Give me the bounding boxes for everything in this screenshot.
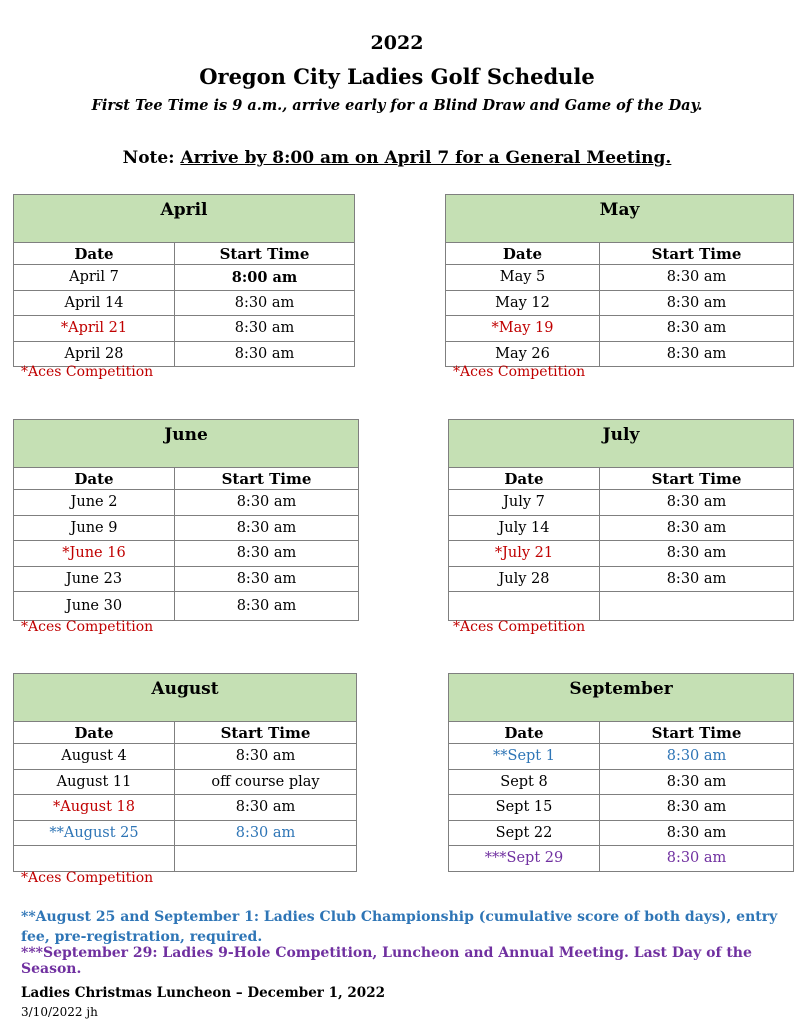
start-time-column-header: Start Time bbox=[600, 722, 794, 744]
date-column-header: Date bbox=[14, 468, 175, 490]
april-table bbox=[13, 194, 355, 367]
month-header-april: April bbox=[14, 195, 355, 243]
date-cell: June 2 bbox=[14, 490, 175, 516]
revision-stamp: 3/10/2022 jh bbox=[21, 1005, 98, 1019]
table-row bbox=[449, 566, 794, 592]
time-cell: off course play bbox=[175, 769, 357, 795]
time-cell: 8:30 am bbox=[175, 490, 359, 516]
date-cell: Sept 8 bbox=[449, 769, 600, 795]
time-cell: 8:30 am bbox=[175, 341, 355, 367]
date-cell: *August 18 bbox=[14, 795, 175, 821]
time-cell: 8:30 am bbox=[600, 541, 794, 567]
aces-note-june: *Aces Competition bbox=[21, 619, 154, 635]
date-column-header: Date bbox=[14, 722, 175, 744]
start-time-column-header: Start Time bbox=[600, 468, 794, 490]
table-row bbox=[14, 265, 355, 291]
note-text: Arrive by 8:00 am on April 7 for a General Meeting. bbox=[180, 148, 672, 168]
table-row bbox=[446, 341, 794, 367]
time-cell: 8:30 am bbox=[175, 795, 357, 821]
date-cell bbox=[14, 846, 175, 872]
time-cell: 8:30 am bbox=[175, 316, 355, 342]
date-column-header: Date bbox=[449, 468, 600, 490]
table-row bbox=[449, 592, 794, 621]
date-cell: May 5 bbox=[446, 265, 600, 291]
time-cell bbox=[600, 592, 794, 621]
start-time-column-header: Start Time bbox=[175, 722, 357, 744]
date-cell: *May 19 bbox=[446, 316, 600, 342]
month-header-july: July bbox=[449, 420, 794, 468]
aces-note-april: *Aces Competition bbox=[21, 364, 154, 380]
date-column-header: Date bbox=[449, 722, 600, 744]
aces-note-july: *Aces Competition bbox=[453, 619, 586, 635]
date-cell: April 28 bbox=[14, 341, 175, 367]
table-row bbox=[14, 744, 357, 770]
table-row bbox=[449, 541, 794, 567]
championship-footnote: **August 25 and September 1: Ladies Club Championship (cumulative score of both days), entry fee, pre-registration, required. bbox=[21, 909, 778, 945]
date-cell: July 7 bbox=[449, 490, 600, 516]
table-row bbox=[449, 515, 794, 541]
note-prefix: Note: bbox=[122, 148, 181, 168]
month-header-june: June bbox=[14, 420, 359, 468]
table-row bbox=[14, 592, 359, 621]
table-row bbox=[446, 290, 794, 316]
table-row bbox=[14, 566, 359, 592]
time-cell: 8:30 am bbox=[600, 566, 794, 592]
time-cell: 8:30 am bbox=[600, 316, 794, 342]
table-row bbox=[14, 541, 359, 567]
date-cell: ***Sept 29 bbox=[449, 846, 600, 872]
start-time-column-header: Start Time bbox=[600, 243, 794, 265]
table-row bbox=[14, 820, 357, 846]
table-row bbox=[449, 846, 794, 872]
time-cell: 8:30 am bbox=[600, 290, 794, 316]
schedule-subtitle: First Tee Time is 9 a.m., arrive early for a Blind Draw and Game of the Day. bbox=[91, 97, 703, 114]
august-table bbox=[13, 673, 357, 872]
date-cell: June 9 bbox=[14, 515, 175, 541]
month-header-may: May bbox=[446, 195, 794, 243]
start-time-column-header: Start Time bbox=[175, 468, 359, 490]
date-cell: June 23 bbox=[14, 566, 175, 592]
date-cell: August 11 bbox=[14, 769, 175, 795]
time-cell: 8:30 am bbox=[175, 290, 355, 316]
aces-note-august: *Aces Competition bbox=[21, 870, 154, 886]
september-table bbox=[448, 673, 794, 872]
month-header-august: August bbox=[14, 674, 357, 722]
date-cell: *June 16 bbox=[14, 541, 175, 567]
time-cell: 8:30 am bbox=[600, 846, 794, 872]
table-row bbox=[449, 744, 794, 770]
date-cell: May 26 bbox=[446, 341, 600, 367]
table-row bbox=[449, 769, 794, 795]
table-row bbox=[14, 795, 357, 821]
table-row bbox=[14, 769, 357, 795]
table-row bbox=[14, 515, 359, 541]
time-cell: 8:30 am bbox=[600, 490, 794, 516]
date-column-header: Date bbox=[14, 243, 175, 265]
date-cell: April 14 bbox=[14, 290, 175, 316]
table-row bbox=[14, 316, 355, 342]
time-cell: 8:30 am bbox=[175, 744, 357, 770]
date-cell: July 28 bbox=[449, 566, 600, 592]
date-column-header: Date bbox=[446, 243, 600, 265]
date-cell: June 30 bbox=[14, 592, 175, 621]
time-cell: 8:30 am bbox=[600, 744, 794, 770]
time-cell: 8:30 am bbox=[600, 265, 794, 291]
table-row bbox=[446, 265, 794, 291]
schedule-title: Oregon City Ladies Golf Schedule bbox=[199, 64, 595, 89]
season-end-footnote: ***September 29: Ladies 9-Hole Competition, Luncheon and Annual Meeting. Last Day of the Season. bbox=[21, 945, 752, 977]
time-cell bbox=[175, 846, 357, 872]
christmas-luncheon-note: Ladies Christmas Luncheon – December 1, 2022 bbox=[21, 985, 385, 1001]
time-cell: 8:30 am bbox=[175, 515, 359, 541]
time-cell: 8:30 am bbox=[600, 341, 794, 367]
start-time-column-header: Start Time bbox=[175, 243, 355, 265]
date-cell: *July 21 bbox=[449, 541, 600, 567]
date-cell: May 12 bbox=[446, 290, 600, 316]
date-cell: **Sept 1 bbox=[449, 744, 600, 770]
month-header-september: September bbox=[449, 674, 794, 722]
june-table bbox=[13, 419, 359, 621]
table-row bbox=[449, 490, 794, 516]
table-row bbox=[449, 820, 794, 846]
time-cell: 8:30 am bbox=[175, 820, 357, 846]
time-cell: 8:30 am bbox=[600, 820, 794, 846]
time-cell: 8:30 am bbox=[175, 541, 359, 567]
date-cell: July 14 bbox=[449, 515, 600, 541]
general-meeting-note bbox=[0, 148, 794, 168]
aces-note-may: *Aces Competition bbox=[453, 364, 586, 380]
table-row bbox=[14, 846, 357, 872]
table-row bbox=[446, 316, 794, 342]
table-row bbox=[14, 490, 359, 516]
schedule-year: 2022 bbox=[370, 32, 424, 54]
date-cell bbox=[449, 592, 600, 621]
july-table bbox=[448, 419, 794, 621]
time-cell: 8:00 am bbox=[175, 265, 355, 291]
time-cell: 8:30 am bbox=[600, 515, 794, 541]
date-cell: Sept 22 bbox=[449, 820, 600, 846]
table-row bbox=[449, 795, 794, 821]
time-cell: 8:30 am bbox=[175, 566, 359, 592]
date-cell: Sept 15 bbox=[449, 795, 600, 821]
table-row bbox=[14, 290, 355, 316]
date-cell: **August 25 bbox=[14, 820, 175, 846]
may-table bbox=[445, 194, 794, 367]
date-cell: *April 21 bbox=[14, 316, 175, 342]
time-cell: 8:30 am bbox=[175, 592, 359, 621]
date-cell: April 7 bbox=[14, 265, 175, 291]
table-row bbox=[14, 341, 355, 367]
time-cell: 8:30 am bbox=[600, 769, 794, 795]
time-cell: 8:30 am bbox=[600, 795, 794, 821]
date-cell: August 4 bbox=[14, 744, 175, 770]
